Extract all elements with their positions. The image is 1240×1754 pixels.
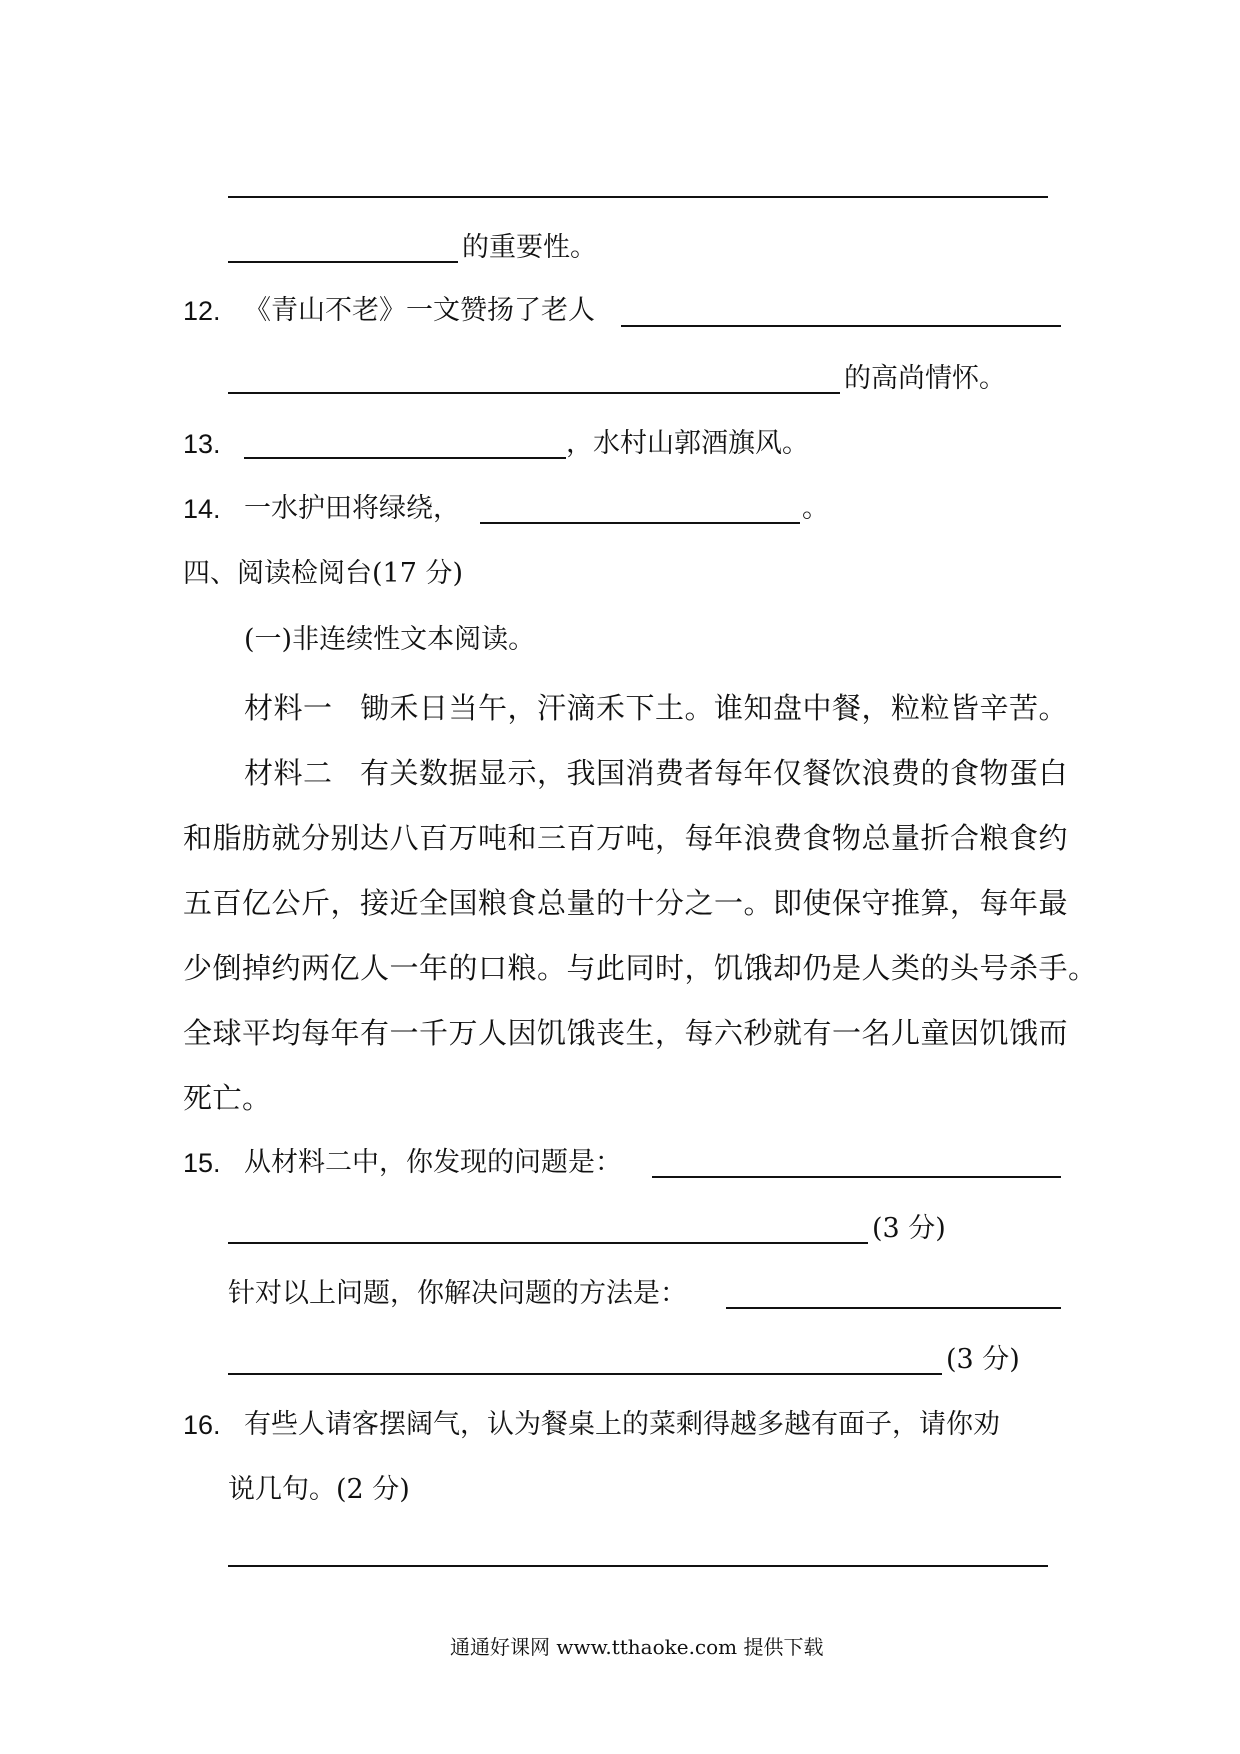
q12-prompt: 《青山不老》一文赞扬了老人 [244,295,595,326]
material2-line-5: 全球平均每年有一千万人因饥饿丧生，每六秒就有一名儿童因饥饿而 [183,1016,1069,1050]
q14-blank[interactable] [480,522,800,524]
q15-blank-3[interactable] [726,1307,1061,1309]
q13-suffix: ，水村山郭酒旗风。 [566,428,809,459]
q16-line-2: 说几句。(2 分) [228,1474,410,1505]
q12-blank-2[interactable] [228,392,840,394]
material2-line-2: 和脂肪就分别达八百万吨和三百万吨，每年浪费食物总量折合粮食约 [183,821,1069,855]
q15-score-2: (3 分) [946,1344,1020,1375]
q12-suffix: 的高尚情怀。 [844,363,1006,394]
answer-line-top[interactable] [228,196,1048,198]
q15-blank-4[interactable] [228,1373,942,1375]
q15-score-1: (3 分) [872,1213,946,1244]
q14-suffix: 。 [802,493,829,524]
q15-blank-1[interactable] [652,1176,1061,1178]
q14-number: 14. [183,494,221,524]
material1-label: 材料一 [244,691,333,725]
material2-line-6: 死亡。 [183,1081,272,1115]
material2-line-4: 少倒掉约两亿人一年的口粮。与此同时，饥饿却仍是人类的头号杀手。 [183,951,1098,985]
q16-answer-line[interactable] [228,1565,1048,1567]
part1-title: (一)非连续性文本阅读。 [244,624,536,655]
q13-number: 13. [183,429,221,459]
material2-line-3: 五百亿公斤，接近全国粮食总量的十分之一。即使保守推算，每年最 [183,886,1069,920]
answer-blank-importance[interactable] [228,261,458,263]
q13-blank[interactable] [244,457,566,459]
q15-prompt: 从材料二中，你发现的问题是： [244,1147,622,1178]
q12-blank-1[interactable] [621,325,1061,327]
material2-line-1: 有关数据显示，我国消费者每年仅餐饮浪费的食物蛋白 [360,756,1069,790]
q15-blank-2[interactable] [228,1242,868,1244]
q16-number: 16. [183,1410,221,1440]
q12-number: 12. [183,296,221,326]
importance-suffix: 的重要性。 [462,232,597,263]
q15-number: 15. [183,1148,221,1178]
material1-text: 锄禾日当午，汗滴禾下土。谁知盘中餐，粒粒皆辛苦。 [360,691,1069,725]
footer-watermark: 通通好课网 www.tthaoke.com 提供下载 [450,1635,824,1659]
material2-label: 材料二 [244,756,333,790]
section4-title: 四、阅读检阅台(17 分) [183,558,464,589]
q14-prompt: 一水护田将绿绕， [244,493,460,524]
q15-prompt-2: 针对以上问题，你解决问题的方法是： [228,1278,687,1309]
q16-line-1: 有些人请客摆阔气，认为餐桌上的菜剩得越多越有面子，请你劝 [244,1409,1000,1440]
